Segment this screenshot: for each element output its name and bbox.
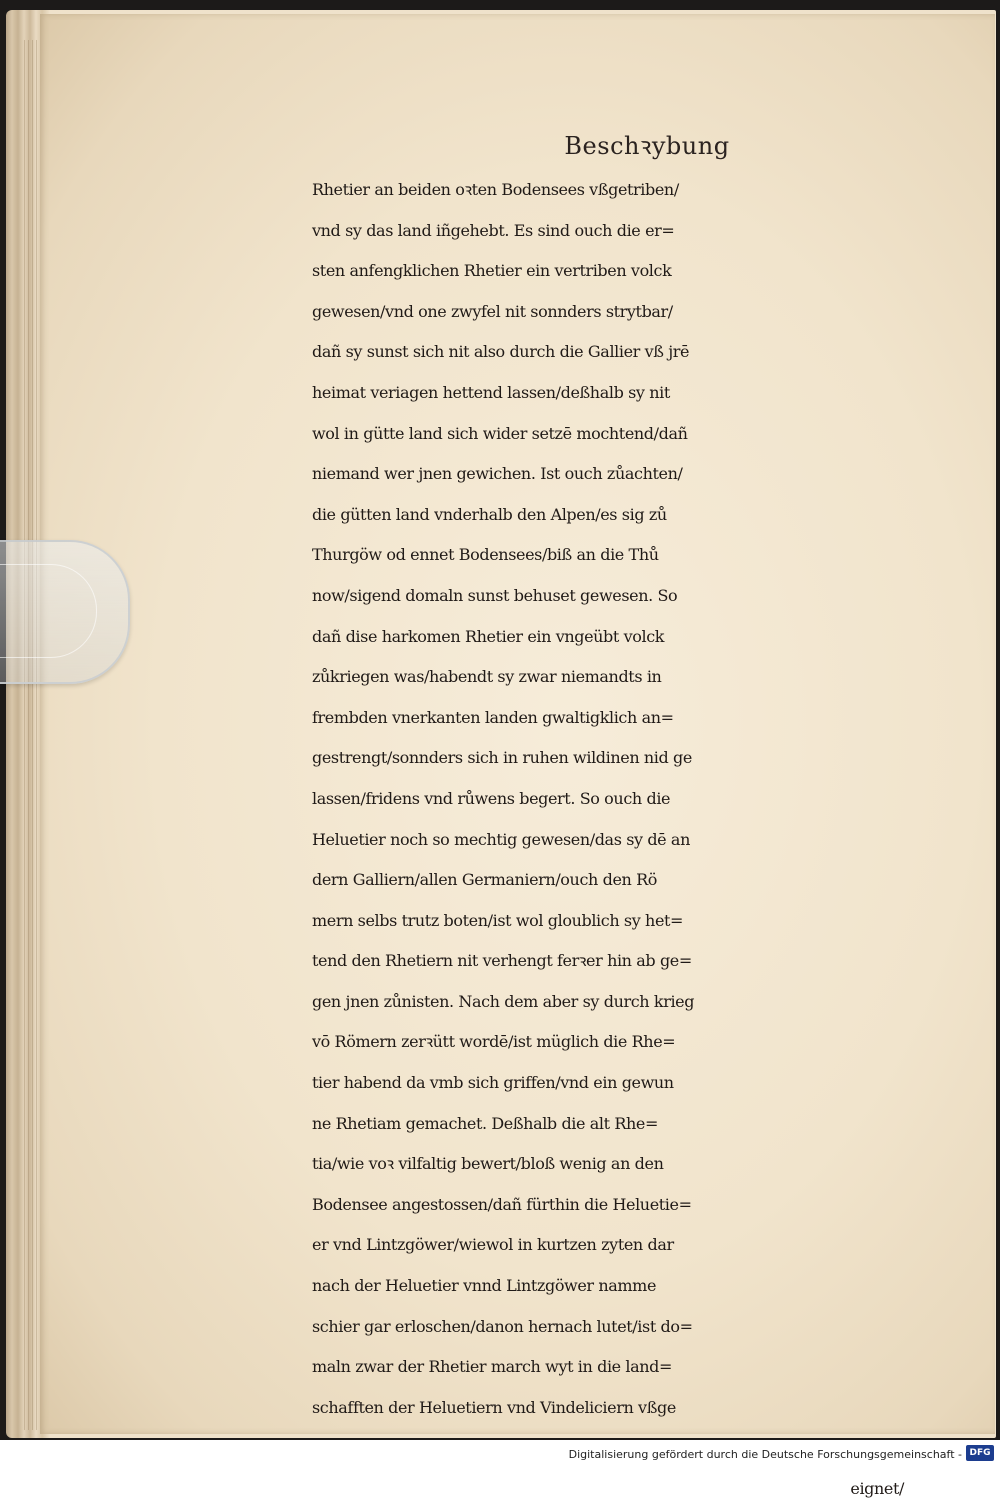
text-line: ne Rhetiam gemachet. Deßhalb die alt Rhe=	[312, 1113, 658, 1133]
text-line: Thurgöw od ennet Bodensees/biß an die Thů	[312, 545, 659, 565]
plastic-clip	[0, 540, 130, 684]
text-line: frembden vnerkanten landen gwaltigklich an=	[312, 707, 674, 727]
dfg-logo: DFG	[966, 1445, 994, 1461]
text-line: gewesen/vnd one zwyfel nit sonnders strytbar/	[312, 301, 673, 321]
text-line: dañ sy sunst sich nit also durch die Gallier vß jrē	[312, 342, 690, 362]
text-line: gen jnen zůnisten. Nach dem aber sy durch krieg	[312, 991, 695, 1011]
text-block	[312, 128, 912, 1510]
text-line: vnd sy das land iñgehebt. Es sind ouch die er=	[312, 220, 675, 240]
funding-note: Digitalisierung gefördert durch die Deutsche Forschungsgemeinschaft -	[568, 1448, 962, 1461]
text-line: Rhetier an beiden oꝛten Bodensees vßgetriben/	[312, 180, 679, 199]
text-line: mern selbs trutz boten/ist wol gloublich sy het=	[312, 910, 684, 930]
text-line: zůkriegen was/habendt sy zwar niemandts in	[312, 667, 662, 687]
text-line: wol in gütte land sich wider setzē mochtend/dañ	[312, 423, 688, 443]
text-line: heimat veriagen hettend lassen/deßhalb sy nit	[312, 382, 670, 402]
text-line: dern Galliern/allen Germaniern/ouch den Rö	[312, 870, 657, 890]
text-line: now/sigend domaln sunst behuset gewesen. So	[312, 585, 678, 605]
text-line: schier gar erloschen/danon hernach lutet/ist do=	[312, 1316, 693, 1336]
text-line: gestrengt/sonnders sich in ruhen wildinen nid ge	[312, 748, 692, 768]
text-line: nach der Heluetier vnnd Lintzgöwer namme	[312, 1276, 657, 1296]
text-line: tend den Rhetiern nit verhengt ferꝛer hin ab ge=	[312, 951, 692, 971]
footer-bar	[0, 1440, 1000, 1469]
plastic-clip-inner	[0, 564, 97, 658]
text-line: schafften der Heluetiern vnd Vindeliciern vßge	[312, 1397, 676, 1417]
running-head: Beschꝛybung	[564, 132, 730, 160]
text-line: Bodensee angestossen/dañ fürthin die Heluetie=	[312, 1194, 692, 1214]
text-line: maln zwar der Rhetier march wyt in die land=	[312, 1357, 673, 1377]
text-line: tia/wie voꝛ vilfaltig bewert/bloß wenig an den	[312, 1154, 664, 1174]
text-line: niemand wer jnen gewichen. Ist ouch zůachten/	[312, 464, 683, 484]
text-line: dañ dise harkomen Rhetier ein vngeübt volck	[312, 626, 665, 646]
text-line: sten anfengklichen Rhetier ein vertriben volck	[312, 261, 672, 281]
text-line: er vnd Lintzgöwer/wiewol in kurtzen zyten dar	[312, 1235, 674, 1255]
catchword: eignet/	[850, 1479, 904, 1498]
text-line: lassen/fridens vnd růwens begert. So ouch die	[312, 788, 671, 808]
text-lines	[312, 170, 912, 1469]
text-line: die gütten land vnderhalb den Alpen/es sig zů	[312, 504, 667, 524]
text-line: vō Römern zerꝛütt wordē/ist müglich die Rhe=	[312, 1032, 676, 1052]
text-line: Heluetier noch so mechtig gewesen/das sy dē an	[312, 829, 690, 849]
text-line: tier habend da vmb sich griffen/vnd ein gewun	[312, 1073, 674, 1093]
